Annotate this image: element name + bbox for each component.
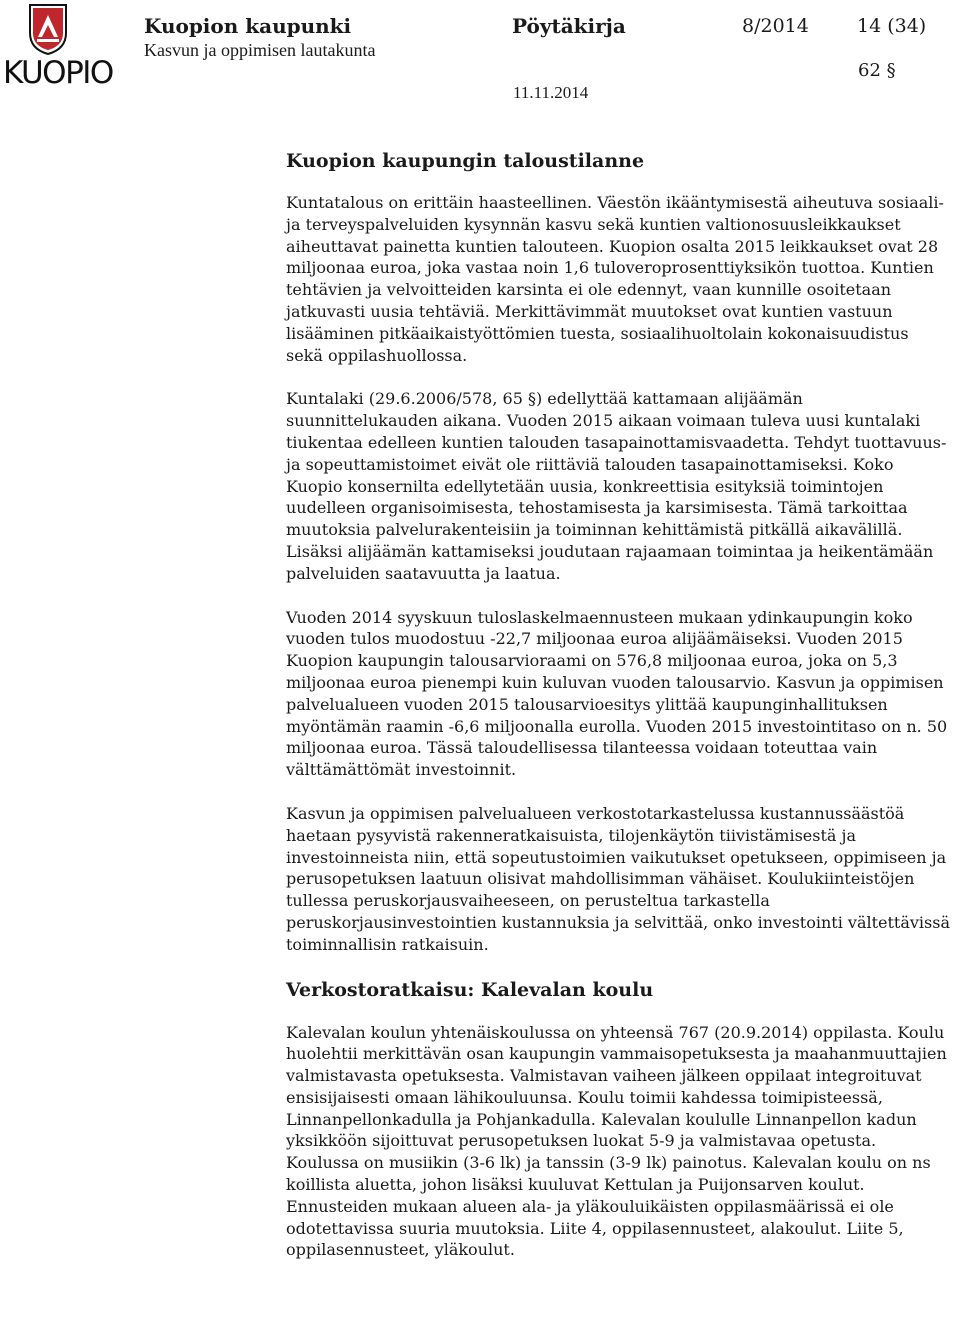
section-heading: Kuopion kaupungin taloustilanne bbox=[286, 150, 645, 172]
paragraph-number: 62 § bbox=[858, 60, 896, 81]
paragraph: Kalevalan koulun yhtenäiskoulussa on yhteensä 767 (20.9.2014) oppilasta. Koulu huolehtii merkittävän osan kaupungin vammaisopetuksesta ja maahanmuuttajien valmistavasta opetuksesta. Valmistavan vaiheen jälkeen oppilaat integroituvat ensisijaisesti omaan lähikouluunsa. Koulu toimii kahdessa toimipisteessä, Linnanpellonkadulla ja Pohjankadulla. Kalevalan koululle Linnanpellon kadun yksikköön sijoittuvat perusopetuksen luokat 5-9 ja valmistavaa opetusta. Koulussa on musiikin (3-6 lk) ja tanssin (3-9 lk) painotus. Kalevalan koulu on ns koillista aluetta, johon lisäksi kuuluvat Kettulan ja Puijonsarven koulut. Ennusteiden mukaan alueen ala- ja yläkouluikäisten oppilasmäärissä ei ole odotettavissa suuria muutoksia. Liite 4, oppilasennusteet, alakoulut. Liite 5, oppilasennusteet, yläkoulut. bbox=[286, 1022, 947, 1260]
board-name: Kasvun ja oppimisen lautakunta bbox=[144, 40, 376, 60]
document-body bbox=[286, 149, 950, 1283]
page-number: 14 (34) bbox=[857, 15, 927, 37]
paragraph: Kasvun ja oppimisen palvelualueen verkostotarkastelussa kustannussäästöä haetaan pysyvistä rakenneratkaisuista, tilojenkäytön tiivistämisestä ja investoinneista niin, että sopeutustoimien vaikutukset opetukseen, oppimiseen ja perusopetuksen laatuun olisivat mahdollisimman vähäiset. Koulukiinteistöjen tullessa peruskorjausvaiheeseen, on perusteltua tarkastella peruskorjausinvestointien kustannuksia ja selvittää, onko investointi vältettävissä toiminnallisin ratkaisuin. bbox=[286, 803, 951, 954]
paragraph: Kuntatalous on erittäin haasteellinen. Väestön ikääntymisestä aiheutuva sosiaali- ja terveyspalveluiden kysynnän kasvu sekä kuntien valtionosuusleikkaukset aiheuttavat painetta kuntien talouteen. Kuopion osalta 2015 leikkaukset ovat 28 miljoonaa euroa, joka vastaa noin 1,6 tuloveroprosenttiyksikön tuottoa. Kuntien tehtävien ja velvoitteiden karsinta ei ole edennyt, vaan kunnille osoitetaan jatkuvasti uusia tehtäviä. Merkittävimmät muutokset ovat kuntien vastuun lisääminen pitkäaikaistyöttömien tuesta, sosiaalihuoltolain kokonaisuudistus sekä oppilashuollossa. bbox=[286, 193, 944, 365]
coat-of-arms-icon bbox=[28, 3, 68, 55]
logo-wordmark: KUOPIO bbox=[3, 55, 113, 91]
organization-name: Kuopion kaupunki bbox=[144, 14, 352, 38]
document-number: 8/2014 bbox=[742, 15, 809, 37]
paragraph: Vuoden 2014 syyskuun tuloslaskelmaennusteen mukaan ydinkaupungin koko vuoden tulos muodostuu -22,7 miljoonaa euroa alijäämäiseksi. Vuoden 2015 Kuopion kaupungin talousarvioraami on 576,8 miljoonaa euroa, joka on 5,3 miljoonaa euroa pienempi kuin kuluvan vuoden talousarvio. Kasvun ja oppimisen palvelualueen vuoden 2015 talousarvioesitys ylittää kaupunginhallituksen myöntämän raamin -6,6 miljoonalla eurolla. Vuoden 2015 investointitaso on n. 50 miljoonaa euroa. Tässä taloudellisessa tilanteessa voidaan toteuttaa vain välttämättömät investoinnit. bbox=[286, 607, 948, 780]
paragraph: Kuntalaki (29.6.2006/578, 65 §) edellyttää kattamaan alijäämän suunnittelukauden aikana. Vuoden 2015 aikaan voimaan tuleva uusi kuntalaki tiukentaa edelleen kuntien talouden tasapainottamisvaadetta. Tehdyt tuottavuus- ja sopeuttamistoimet eivät ole riittäviä talouden tasapainottamiseksi. Koko Kuopio konsernilta edellytetään uusia, konkreettisia esityksiä toimintojen uudelleen organisoimisesta, tehostamisesta ja karsimisesta. Tämä tarkoittaa muutoksia palvelurakenteisiin ja toiminnan kehittämistä pitkällä aikavälillä. Lisäksi alijäämän kattamiseksi joudutaan rajaamaan toimintaa ja heikentämään palveluiden saatavuutta ja laatua. bbox=[286, 389, 947, 583]
document-type: Pöytäkirja bbox=[512, 14, 626, 38]
section-heading: Verkostoratkaisu: Kalevalan koulu bbox=[286, 978, 654, 1001]
meeting-date: 11.11.2014 bbox=[513, 83, 589, 102]
kuopio-logo bbox=[0, 0, 113, 100]
